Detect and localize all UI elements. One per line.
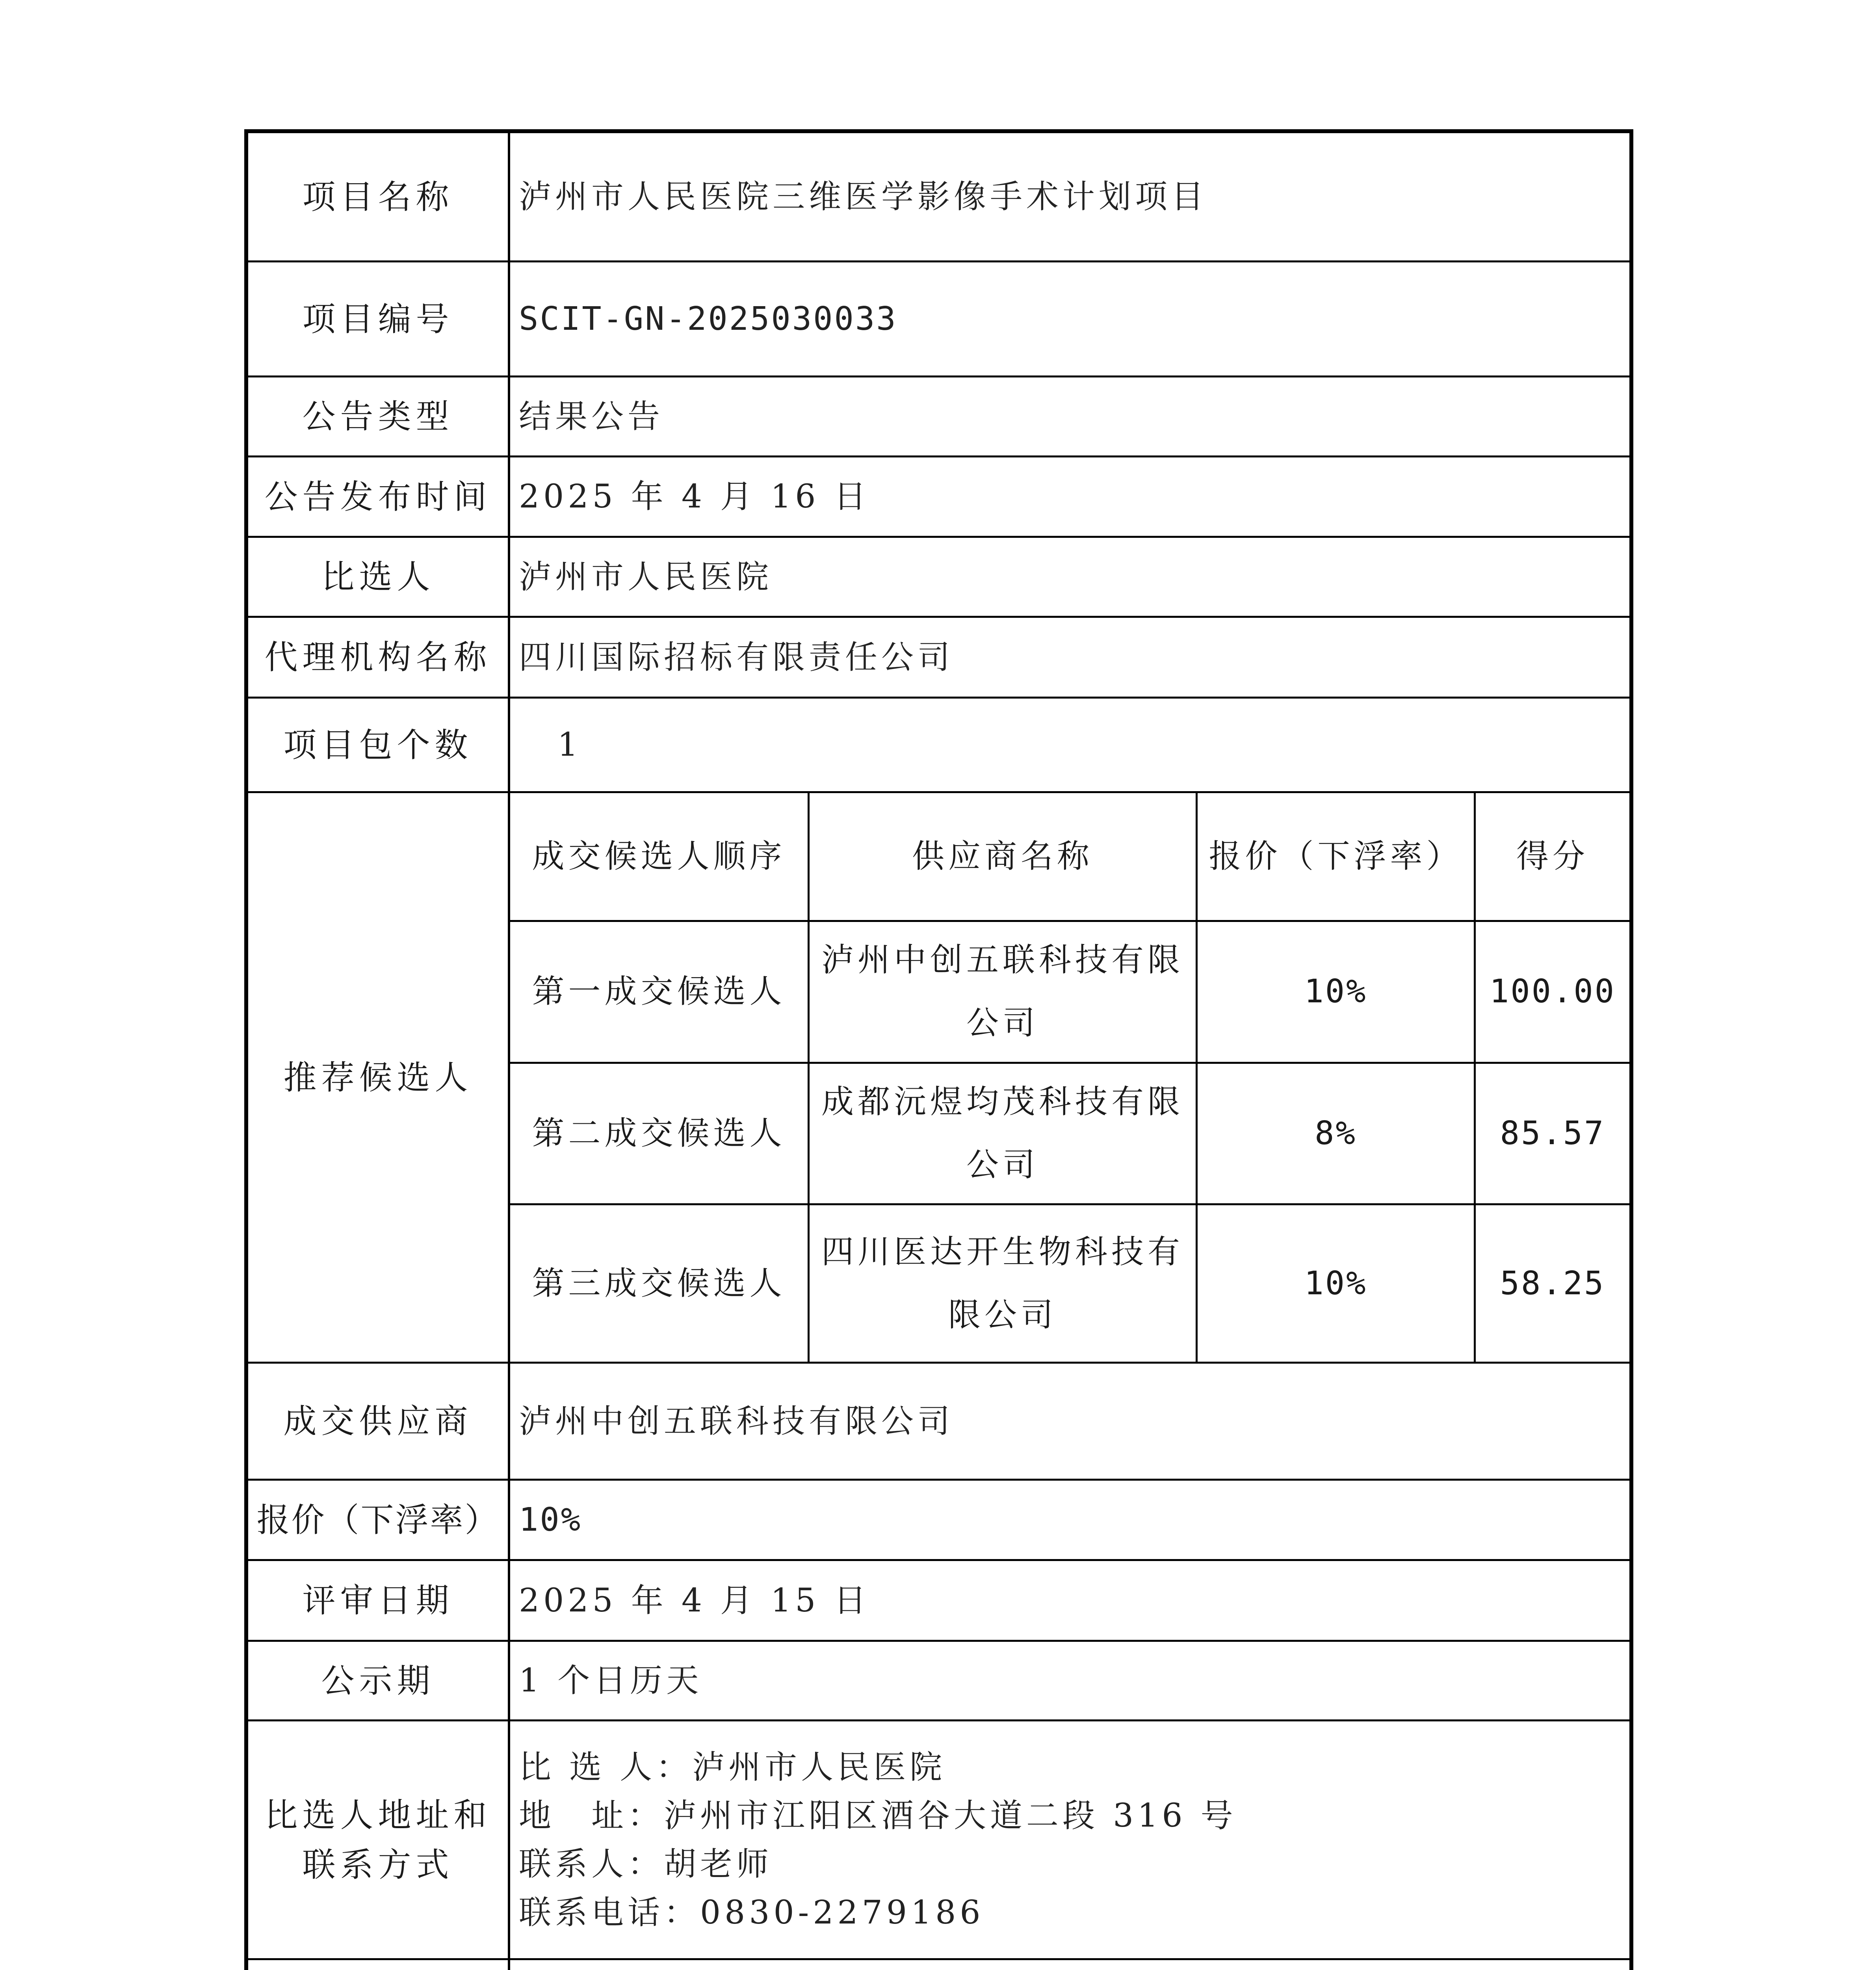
purchaser-contact-line: 联系电话：0830-2279186 bbox=[519, 1894, 984, 1931]
publish-time-row bbox=[248, 457, 1629, 538]
header-supplier: 供应商名称 bbox=[810, 793, 1198, 920]
purchaser-contact-line: 联系人：胡老师 bbox=[519, 1845, 773, 1883]
purchaser-contact-line: 地 址：泸州市江阳区酒谷大道二段 316 号 bbox=[519, 1797, 1237, 1834]
period-row bbox=[248, 1642, 1629, 1721]
candidates-row bbox=[248, 793, 1629, 1364]
candidate-score: 58.25 bbox=[1500, 1264, 1605, 1302]
period-value: 1 个日历天 bbox=[519, 1662, 703, 1699]
header-rank: 成交候选人顺序 bbox=[510, 793, 810, 920]
project-no-value: SCIT-GN-2025030033 bbox=[519, 300, 897, 338]
notice-type-label: 公告类型 bbox=[248, 377, 510, 455]
agency-contact-block bbox=[510, 1960, 1629, 1970]
header-score: 得分 bbox=[1516, 837, 1589, 875]
candidate-supplier: 成都沅煜均茂科技有限公司 bbox=[810, 1064, 1198, 1204]
review-date-row bbox=[248, 1561, 1629, 1642]
purchaser-contact-row bbox=[248, 1721, 1629, 1960]
candidates-header-row bbox=[510, 793, 1629, 922]
candidate-price: 10% bbox=[1198, 922, 1476, 1062]
winner-row bbox=[248, 1364, 1629, 1481]
final-price-row bbox=[248, 1481, 1629, 1561]
candidate-price: 10% bbox=[1198, 1205, 1476, 1362]
final-price-value: 10% bbox=[519, 1501, 582, 1539]
project-name-row bbox=[248, 133, 1629, 262]
agency-label: 代理机构名称 bbox=[248, 618, 510, 697]
agency-contact-label bbox=[248, 1960, 510, 1970]
candidate-rank: 第三成交候选人 bbox=[510, 1205, 810, 1362]
purchaser-label: 比选人 bbox=[248, 538, 510, 616]
project-no-row bbox=[248, 262, 1629, 377]
candidates-table bbox=[510, 793, 1629, 1362]
project-no-label: 项目编号 bbox=[248, 262, 510, 375]
purchaser-contact-line: 比 选 人：泸州市人民医院 bbox=[519, 1748, 946, 1786]
candidate-rank: 第一成交候选人 bbox=[510, 922, 810, 1062]
publish-time-label: 公告发布时间 bbox=[248, 457, 510, 536]
purchaser-contact-label: 比选人地址和联系方式 bbox=[248, 1721, 510, 1958]
notice-type-value: 结果公告 bbox=[519, 398, 664, 435]
package-count-value: 1 bbox=[557, 726, 582, 764]
table-row bbox=[510, 1064, 1629, 1206]
review-date-label: 评审日期 bbox=[248, 1561, 510, 1640]
notice-type-row bbox=[248, 377, 1629, 457]
purchaser-value: 泸州市人民医院 bbox=[519, 558, 773, 596]
purchaser-contact-block bbox=[510, 1721, 1629, 1958]
publish-time-value: 2025 年 4 月 16 日 bbox=[519, 478, 870, 515]
table-row bbox=[510, 922, 1629, 1064]
package-count-label: 项目包个数 bbox=[248, 699, 510, 791]
candidate-score: 100.00 bbox=[1489, 973, 1616, 1011]
review-date-value: 2025 年 4 月 15 日 bbox=[519, 1582, 870, 1619]
candidate-price: 8% bbox=[1198, 1064, 1476, 1204]
announcement-table bbox=[244, 129, 1633, 1970]
agency-contact-row bbox=[248, 1960, 1629, 1970]
candidate-score: 85.57 bbox=[1500, 1115, 1605, 1152]
agency-value: 四川国际招标有限责任公司 bbox=[519, 638, 954, 676]
candidates-label: 推荐候选人 bbox=[248, 793, 510, 1362]
winner-value: 泸州中创五联科技有限公司 bbox=[519, 1402, 954, 1440]
package-count-row bbox=[248, 699, 1629, 793]
final-price-label: 报价（下浮率） bbox=[248, 1481, 510, 1559]
table-row bbox=[510, 1205, 1629, 1362]
candidate-supplier: 泸州中创五联科技有限公司 bbox=[810, 922, 1198, 1062]
purchaser-row bbox=[248, 538, 1629, 618]
project-name-value: 泸州市人民医院三维医学影像手术计划项目 bbox=[519, 178, 1208, 216]
project-name-label: 项目名称 bbox=[248, 133, 510, 260]
candidate-supplier: 四川医达开生物科技有限公司 bbox=[810, 1205, 1198, 1362]
period-label: 公示期 bbox=[248, 1642, 510, 1719]
header-price: 报价（下浮率） bbox=[1198, 793, 1476, 920]
agency-row bbox=[248, 618, 1629, 699]
winner-label: 成交供应商 bbox=[248, 1364, 510, 1479]
candidate-rank: 第二成交候选人 bbox=[510, 1064, 810, 1204]
